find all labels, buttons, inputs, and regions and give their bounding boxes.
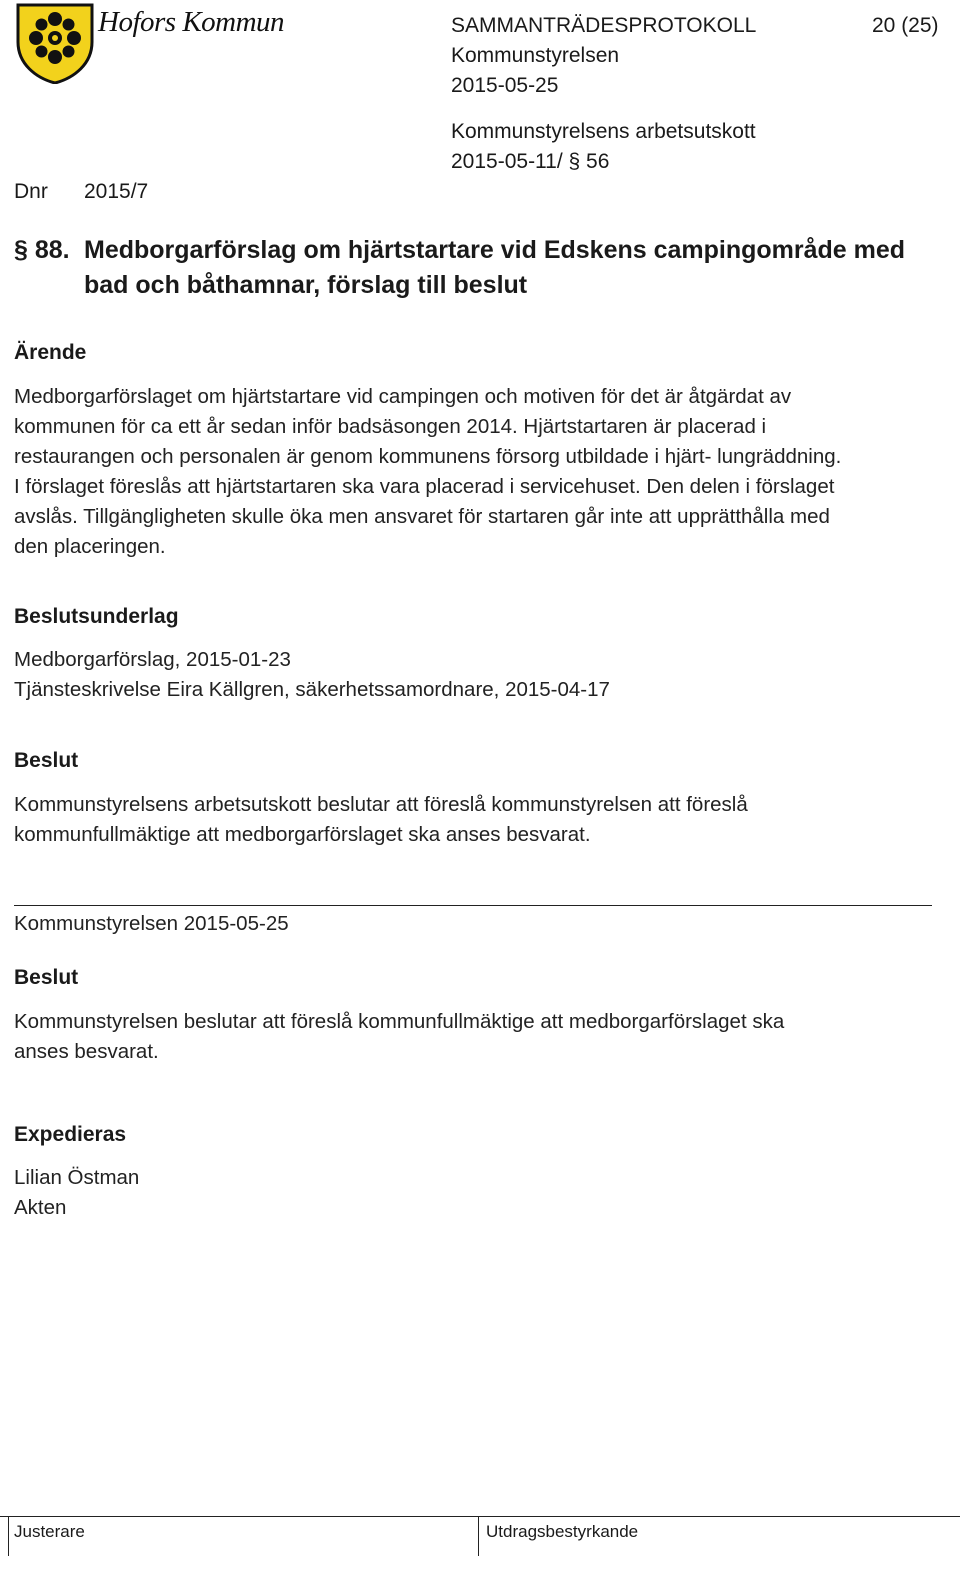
protocol-title: SAMMANTRÄDESPROTOKOLL [451, 14, 757, 37]
beslutsunderlag-line: Medborgarförslag, 2015-01-23 [14, 648, 291, 671]
ks-beslut-body [14, 1007, 934, 1067]
beslutsunderlag-body [14, 645, 934, 705]
ks-meeting [14, 909, 934, 939]
arende-body [14, 382, 934, 562]
beslut-au-line: kommunfullmäktige att medborgarförslaget ska anses besvarat. [14, 823, 591, 846]
beslut-au-line: Kommunstyrelsens arbetsutskott beslutar att föreslå kommunstyrelsen att föreslå [14, 793, 748, 816]
ks-beslut-line: Kommunstyrelsen beslutar att föreslå kommunfullmäktige att medborgarförslaget ska [14, 1010, 785, 1033]
arende-line: restaurangen och personalen är genom kommunens försorg utbildade i hjärt- lungräddning. [14, 445, 842, 468]
section-number: § 88. [14, 236, 70, 264]
footer-utdragsbestyrkande: Utdragsbestyrkande [486, 1522, 639, 1541]
footer-divider [8, 1516, 9, 1556]
arende-line: den placeringen. [14, 535, 166, 558]
header-date: 2015-05-25 [451, 74, 559, 97]
expedieras-heading: Expedieras [14, 1123, 127, 1146]
footer-divider [478, 1516, 479, 1556]
footer-justerare: Justerare [14, 1522, 85, 1541]
section-title-text: Medborgarförslag om hjärtstartare vid Edskens campingområde med bad och båthamnar, förslag till beslut [84, 236, 906, 299]
arende-line: avslås. Tillgängligheten skulle öka men ansvaret för startaren går inte att upprätthålla med [14, 505, 830, 528]
expedieras-body [14, 1163, 934, 1223]
dnr-label: Dnr [14, 180, 48, 203]
ks-meeting-text: Kommunstyrelsen 2015-05-25 [14, 912, 289, 935]
beslut-au-heading: Beslut [14, 749, 79, 772]
separator-rule [14, 905, 932, 906]
beslutsunderlag-heading: Beslutsunderlag [14, 605, 179, 628]
coat-of-arms-icon [14, 2, 96, 84]
header-committee: Kommunstyrelsens arbetsutskott [451, 120, 756, 143]
expedieras-line: Akten [14, 1196, 67, 1219]
brand-wordmark: Hofors Kommun [98, 6, 285, 38]
beslut-au-body [14, 790, 934, 850]
footer-rule [0, 1516, 960, 1517]
page-number: 20 (25) [872, 14, 939, 37]
ks-beslut-heading: Beslut [14, 966, 79, 989]
ks-beslut-line: anses besvarat. [14, 1040, 159, 1063]
dnr-value: 2015/7 [84, 180, 149, 203]
arende-line: I förslaget föreslås att hjärtstartaren ska vara placerad i servicehuset. Den delen i förslaget [14, 475, 835, 498]
beslutsunderlag-line: Tjänsteskrivelse Eira Källgren, säkerhetssamordnare, 2015-04-17 [14, 678, 610, 701]
expedieras-line: Lilian Östman [14, 1166, 140, 1189]
arende-heading: Ärende [14, 341, 87, 364]
header-committee-ref: 2015-05-11/ § 56 [451, 150, 610, 173]
header-body: Kommunstyrelsen [451, 44, 620, 67]
arende-line: Medborgarförslaget om hjärtstartare vid campingen och motiven för det är åtgärdat av [14, 385, 792, 408]
arende-line: kommunen för ca ett år sedan inför badsäsongen 2014. Hjärtstartaren är placerad i [14, 415, 767, 438]
